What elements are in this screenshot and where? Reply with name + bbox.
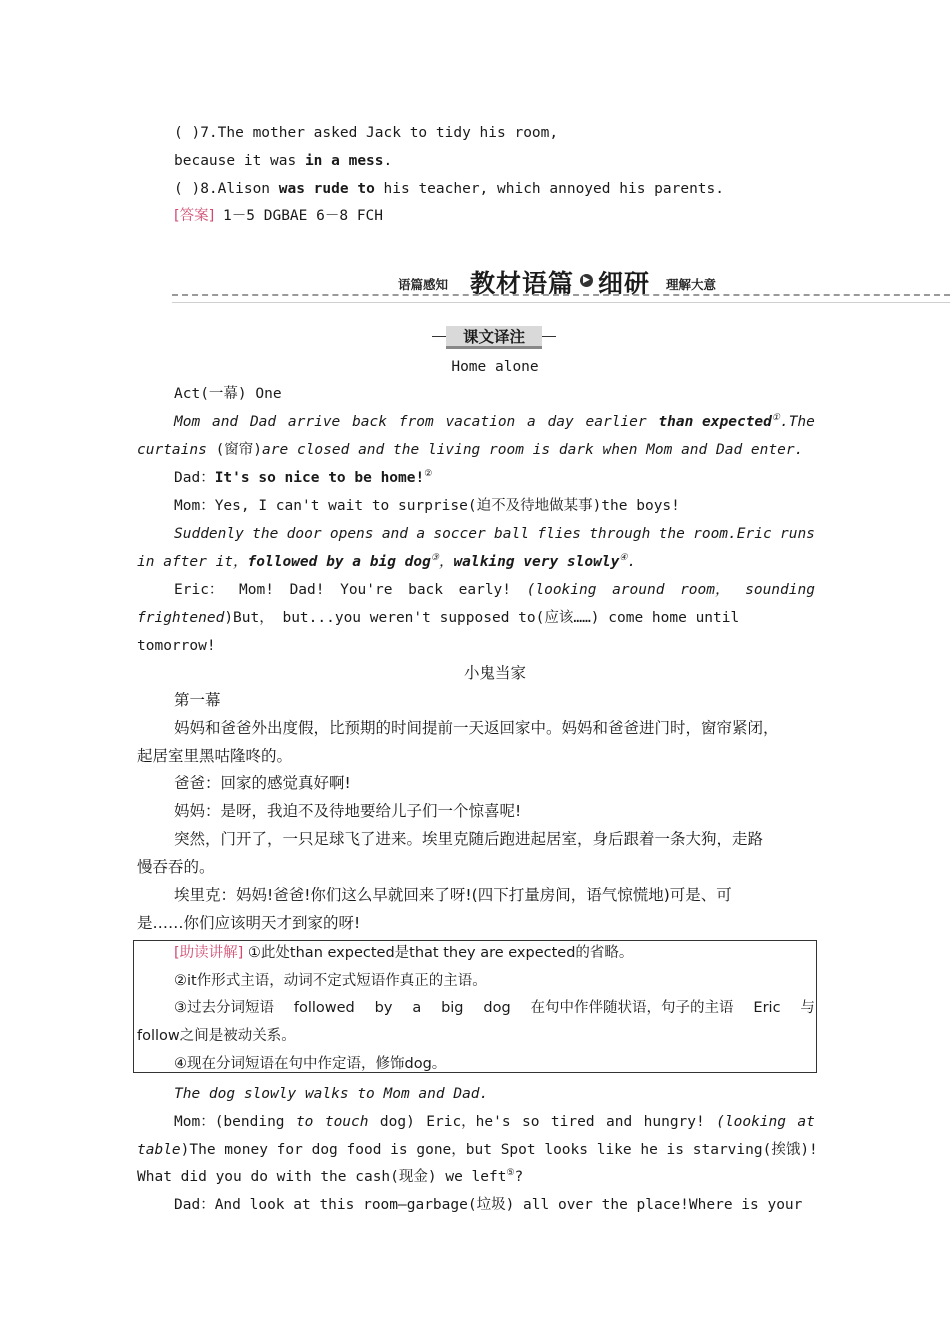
note-3-line1 xyxy=(174,998,815,1018)
cn-eric-line2: 是……你们应该明天才到家的呀! xyxy=(137,914,361,932)
q7-text: because it was xyxy=(174,153,305,169)
word: ③过去分词短语 xyxy=(174,1000,274,1016)
act-en: Act(一幕) One xyxy=(174,386,282,402)
speaker: Eric： xyxy=(174,582,224,598)
word: door xyxy=(286,526,322,542)
cn-p2-line1: 突然，门开了，一只足球飞了进来。埃里克随后跑进起居室，身后跟着一条大狗，走路 xyxy=(174,830,764,848)
p2-line2 xyxy=(137,552,636,572)
word: Mom xyxy=(174,414,201,430)
word: a xyxy=(527,414,536,430)
banner-right-label: 理解大意 xyxy=(666,277,717,292)
text-title-en: Home alone xyxy=(451,359,539,375)
answer-text: 1－5 DGBAE 6－8 FCH xyxy=(214,208,384,224)
cn-p1-line2: 起居室里黑咕隆咚的。 xyxy=(137,747,293,765)
word: early! xyxy=(458,582,512,598)
word: from xyxy=(398,414,434,430)
word: Eric，he's xyxy=(426,1114,511,1130)
word: room， xyxy=(680,582,730,598)
gloss: (窗帘) xyxy=(215,442,263,458)
p1-line1 xyxy=(174,412,815,432)
note-text: ①此处than expected是that they are expected的省略。 xyxy=(243,945,634,961)
word: Suddenly xyxy=(174,526,244,542)
word: through xyxy=(589,526,651,542)
word: Dad xyxy=(249,414,277,430)
word: frightened xyxy=(137,610,225,626)
word: and xyxy=(606,1114,633,1130)
cn-mom: 妈妈：是呀，我迫不及待地要给儿子们一个惊喜呢! xyxy=(174,802,522,820)
word: dog xyxy=(483,1000,511,1016)
note-2: ②it作形式主语，动词不定式短语作真正的主语。 xyxy=(174,973,487,989)
banner-divider xyxy=(172,294,950,303)
word: ball xyxy=(494,526,529,542)
word: a xyxy=(416,526,426,542)
question-8 xyxy=(174,179,724,199)
note-1 xyxy=(174,943,633,963)
word: (looking xyxy=(526,582,597,598)
text: )But， but...you weren't supposed to(应该……) come home until xyxy=(224,610,740,626)
word: and xyxy=(211,414,239,430)
word: 在句中作伴随状语，句子的主语 xyxy=(530,1000,734,1016)
note-ref: ③ xyxy=(430,553,439,563)
word: table xyxy=(137,1142,181,1158)
word: (looking xyxy=(716,1114,786,1130)
banner-arrow-icon: ▶ xyxy=(580,274,593,287)
word: room.Eric xyxy=(693,526,772,542)
eric-line1 xyxy=(174,580,815,600)
p1-phrase xyxy=(658,412,815,432)
q7-end: . xyxy=(383,153,393,169)
q7-phrase: in a mess xyxy=(304,153,384,169)
word: tired xyxy=(550,1114,595,1130)
mom-line-1: Mom：Yes, I can't wait to surprise(迫不及待地做某事)the boys! xyxy=(174,498,680,514)
word: by xyxy=(374,1000,393,1016)
word: arrive xyxy=(287,414,341,430)
banner-title-right: 细研 xyxy=(598,269,651,298)
note-ref: ④ xyxy=(619,553,628,563)
dog-line: The dog slowly walks to Mom and Dad. xyxy=(174,1086,489,1102)
text: )The money for dog food is gone，but Spot looks like he is starving(挨饿)! xyxy=(180,1142,818,1158)
note-4: ④现在分词短语在句中作定语，修饰dog。 xyxy=(174,1056,447,1072)
bold-sentence: It's so nice to be home! xyxy=(214,470,425,486)
q8-rest: his teacher, which annoyed his parents. xyxy=(374,181,724,197)
mom-line2-3 xyxy=(137,1167,523,1187)
period: . xyxy=(627,554,637,570)
banner-left-label: 语篇感知 xyxy=(398,277,449,292)
word: touch xyxy=(324,1114,369,1130)
eric-line3: tomorrow! xyxy=(137,638,216,654)
word: so xyxy=(522,1114,540,1130)
heading-rule-right xyxy=(542,336,556,337)
answer-line xyxy=(174,206,383,226)
word: runs xyxy=(779,526,815,542)
answer-tag: [答案] xyxy=(174,208,215,224)
note-ref: ⑤ xyxy=(506,1168,515,1178)
q8-text: ( )8.Alison xyxy=(174,181,279,197)
banner-title-left: 教材语篇 xyxy=(470,269,575,298)
dad-line-1 xyxy=(174,468,432,488)
word: You're xyxy=(340,582,393,598)
cn-p1-line1: 妈妈和爸爸外出度假，比预期的时间提前一天返回家中。妈妈和爸爸进门时，窗帘紧闭， xyxy=(174,719,779,737)
text: in after it， xyxy=(137,554,248,570)
cn-p2-line2: 慢吞吞的。 xyxy=(137,858,215,876)
word: vacation xyxy=(445,414,516,430)
text: What did you do with the cash(现金) we left xyxy=(137,1169,507,1185)
note-ref: ① xyxy=(771,413,780,423)
word: a xyxy=(412,1000,422,1016)
word: sounding xyxy=(745,582,815,598)
title-cn: 小鬼当家 xyxy=(463,664,526,682)
word: Mom! xyxy=(239,582,274,598)
word: Dad! xyxy=(289,582,325,598)
heading-rule-left xyxy=(432,336,446,337)
word: the xyxy=(252,526,279,542)
cn-dad: 爸爸：回家的感觉真好啊! xyxy=(174,774,351,792)
word: curtains xyxy=(137,442,207,458)
comma: ， xyxy=(438,554,454,570)
word: Mom：(bending xyxy=(174,1114,285,1130)
dad-line-2: Dad：And look at this room—garbage(垃圾) all over the place!Where is your xyxy=(174,1197,803,1213)
question-7-continuation xyxy=(174,151,392,171)
word: to xyxy=(295,1114,314,1130)
heading-text: 课文译注 xyxy=(462,328,525,346)
bold-phrase: than expected xyxy=(658,414,772,430)
word: opens xyxy=(329,526,374,542)
word: .The xyxy=(779,414,815,430)
mom-line2-1 xyxy=(174,1112,815,1132)
word: around xyxy=(612,582,665,598)
word: earlier xyxy=(585,414,647,430)
section-heading xyxy=(432,326,556,346)
text: are closed and the living room is dark when Mom and Dad enter. xyxy=(262,442,804,458)
word: big xyxy=(441,1000,464,1016)
word: back xyxy=(352,414,387,430)
word: the xyxy=(658,526,685,542)
word: dog) xyxy=(379,1114,415,1130)
word: hungry! xyxy=(643,1114,705,1130)
q8-phrase: was rude to xyxy=(278,181,375,197)
word: day xyxy=(547,414,574,430)
word: Eric xyxy=(753,1000,781,1016)
word: soccer xyxy=(433,526,486,542)
word: back xyxy=(408,582,444,598)
word: 与 xyxy=(800,1000,815,1016)
bold-phrase: walking very slowly xyxy=(453,554,620,570)
cn-eric-line1: 埃里克：妈妈!爸爸!你们这么早就回来了呀!(四下打量房间，语气惊慌地)可是、可 xyxy=(174,886,732,904)
word: at xyxy=(797,1114,815,1130)
p2-line1 xyxy=(174,524,815,544)
note-3-line2: follow之间是被动关系。 xyxy=(137,1028,296,1044)
punct: ? xyxy=(514,1169,524,1185)
word: flies xyxy=(537,526,581,542)
bold-phrase: followed by a big dog xyxy=(247,554,431,570)
note-ref: ② xyxy=(424,469,433,479)
notes-tag: [助读讲解] xyxy=(174,945,244,961)
mom-line2-2 xyxy=(137,1140,818,1160)
word: followed xyxy=(293,1000,355,1016)
speaker: Dad： xyxy=(174,470,215,486)
word: and xyxy=(381,526,409,542)
eric-line2 xyxy=(137,608,739,628)
p1-line2 xyxy=(137,440,803,460)
act-cn: 第一幕 xyxy=(174,691,221,709)
question-7: ( )7.The mother asked Jack to tidy his room, xyxy=(174,125,559,141)
